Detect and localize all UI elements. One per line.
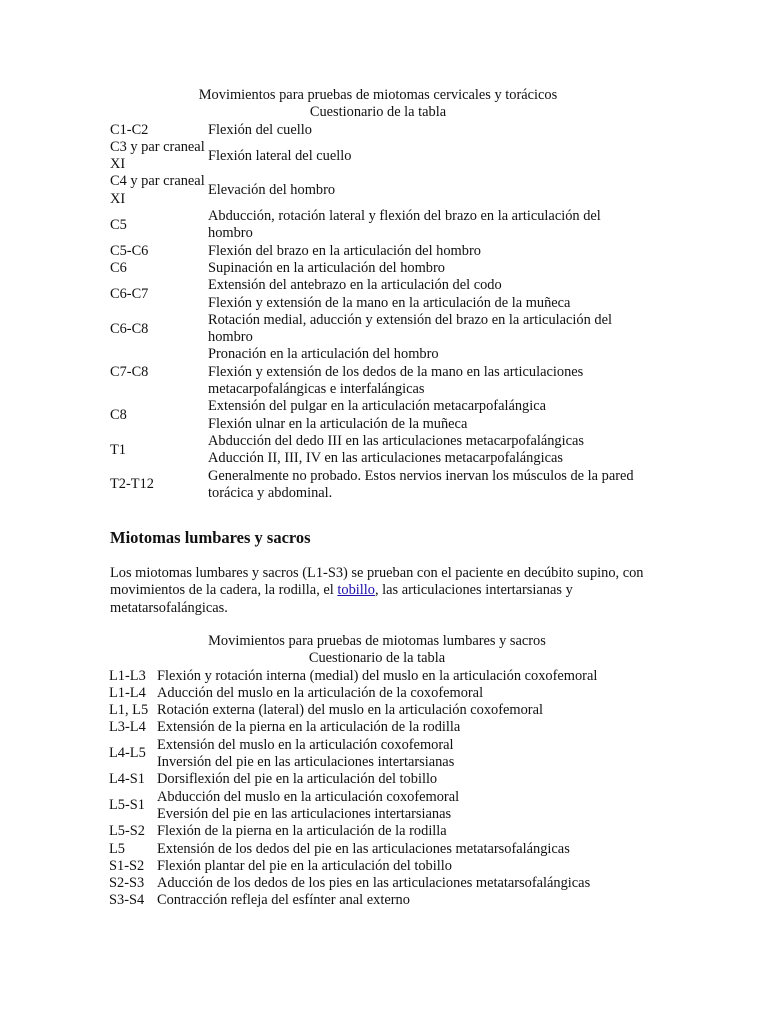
movement-line: Flexión plantar del pie en la articulación del tobillo xyxy=(157,857,452,874)
myotome-code: S2-S3 xyxy=(109,875,145,892)
table2-wrapper xyxy=(110,633,645,910)
myotome-code: C6 xyxy=(110,259,127,276)
myotome-code: C3 y par craneal XI xyxy=(110,138,205,173)
movement-line: Generalmente no probado. Estos nervios inervan los músculos de la pared torácica y abdominal. xyxy=(208,467,634,501)
movement-line: Flexión del brazo en la articulación del hombro xyxy=(208,242,481,259)
cervical-thoracic-myotome-table xyxy=(110,87,646,502)
myotome-code: T1 xyxy=(110,441,126,458)
movement-description xyxy=(208,312,646,347)
movement-description xyxy=(208,346,646,398)
table-row xyxy=(110,260,646,277)
myotome-code: S3-S4 xyxy=(109,892,145,909)
myotome-code: C5 xyxy=(110,216,127,233)
movement-description xyxy=(157,858,645,875)
table-row xyxy=(109,668,645,685)
table-row xyxy=(110,433,646,468)
movement-description xyxy=(208,260,646,277)
document-content xyxy=(109,87,670,909)
movement-line: Aducción II, III, IV en las articulaciones metacarpofalángicas xyxy=(208,450,563,467)
table2-caption-subtitle: Cuestionario de la tabla xyxy=(308,650,446,667)
table-row xyxy=(110,398,646,433)
table-row xyxy=(110,208,646,243)
table-row xyxy=(110,312,646,347)
myotome-code: C1-C2 xyxy=(110,121,149,138)
myotome-code: L4-L5 xyxy=(109,745,146,762)
movement-line: Extensión del pulgar en la articulación metacarpofalángica xyxy=(208,398,547,415)
myotome-code: C5-C6 xyxy=(110,242,149,259)
movement-description xyxy=(157,875,645,892)
movement-line: Rotación externa (lateral) del muslo en la articulación coxofemoral xyxy=(157,702,543,719)
myotome-code: L5 xyxy=(109,840,125,857)
table-row xyxy=(109,719,645,736)
table-row xyxy=(110,277,646,312)
table-row xyxy=(109,685,645,702)
table1-caption-subtitle: Cuestionario de la tabla xyxy=(309,104,447,121)
movement-description xyxy=(208,277,646,312)
movement-description xyxy=(157,737,645,772)
myotome-code: C8 xyxy=(110,406,127,423)
movement-line: Flexión ulnar en la articulación de la muñeca xyxy=(208,415,468,432)
movement-description xyxy=(157,771,645,788)
myotome-code: L3-L4 xyxy=(109,719,146,736)
myotome-code: C6-C8 xyxy=(110,320,149,337)
intro-text-after: , las articulaciones intertarsianas y metatarsofalángicas. xyxy=(110,582,573,616)
movement-line: Flexión y rotación interna (medial) del muslo en la articulación coxofemoral xyxy=(157,667,598,684)
table-row xyxy=(110,243,646,260)
movement-line: Aducción de los dedos de los pies en las articulaciones metatarsofalángicas xyxy=(157,875,591,892)
movement-line: Flexión y extensión de la mano en la articulación de la muñeca xyxy=(208,294,571,311)
movement-line: Abducción del muslo en la articulación coxofemoral xyxy=(157,788,460,805)
table-row xyxy=(109,823,645,840)
table-row xyxy=(109,892,645,909)
myotome-code: S1-S2 xyxy=(109,857,145,874)
myotome-code: T2-T12 xyxy=(110,476,154,493)
myotome-code: L5-S2 xyxy=(109,823,145,840)
table-row xyxy=(109,858,645,875)
table-row xyxy=(110,173,646,208)
movement-line: Extensión del muslo en la articulación coxofemoral xyxy=(157,736,454,753)
intro-text-before: Los miotomas lumbares y sacros (L1-S3) se prueban con el paciente en decúbito supino, con movimientos de la cadera, la rodilla, el xyxy=(110,565,644,599)
table2-caption xyxy=(109,633,645,668)
movement-description xyxy=(157,823,645,840)
movement-description xyxy=(157,719,645,736)
myotome-code: L1-L4 xyxy=(109,684,146,701)
tobillo-link[interactable]: tobillo xyxy=(337,582,375,599)
movement-description xyxy=(208,243,646,260)
table1-caption-title: Movimientos para pruebas de miotomas cervicales y torácicos xyxy=(198,87,558,103)
movement-description xyxy=(208,139,646,174)
lumbar-sacral-myotome-table xyxy=(109,633,645,910)
movement-line: Flexión del cuello xyxy=(208,121,312,138)
movement-line: Extensión de la pierna en la articulación de la rodilla xyxy=(157,719,461,736)
movement-line: Rotación medial, aducción y extensión del brazo en la articulación del hombro xyxy=(208,311,612,346)
myotome-code: L5-S1 xyxy=(109,797,145,814)
movement-description xyxy=(208,122,646,139)
table-row xyxy=(110,122,646,139)
movement-line: Supinación en la articulación del hombro xyxy=(208,259,445,276)
movement-description xyxy=(157,892,645,909)
myotome-code: L1-L3 xyxy=(109,667,146,684)
table-row xyxy=(110,346,646,398)
table1-caption xyxy=(110,87,646,122)
table-row xyxy=(109,789,645,824)
movement-description xyxy=(208,208,646,243)
movement-description xyxy=(208,433,646,468)
movement-line: Abducción, rotación lateral y flexión del brazo en la articulación del hombro xyxy=(208,208,601,242)
movement-line: Aducción del muslo en la articulación de la coxofemoral xyxy=(157,684,484,701)
table-row xyxy=(109,771,645,788)
movement-line: Extensión del antebrazo en la articulación del codo xyxy=(208,277,502,294)
table-row xyxy=(110,139,646,174)
movement-description xyxy=(208,173,646,208)
movement-line: Dorsiflexión del pie en la articulación del tobillo xyxy=(157,771,438,788)
movement-line: Flexión y extensión de los dedos de la mano en las articulaciones metacarpofalángicas e interfalángicas xyxy=(208,363,584,398)
movement-line: Inversión del pie en las articulaciones intertarsianas xyxy=(157,754,455,771)
table-row xyxy=(109,737,645,772)
movement-description xyxy=(157,685,645,702)
myotome-code: C7-C8 xyxy=(110,363,149,380)
myotome-code: L4-S1 xyxy=(109,771,145,788)
myotome-code: C4 y par craneal XI xyxy=(110,173,205,207)
table-row xyxy=(109,702,645,719)
movement-line: Elevación del hombro xyxy=(208,182,336,199)
movement-description xyxy=(208,398,646,433)
intro-paragraph xyxy=(110,565,670,617)
section-heading-lumbar-sacral: Miotomas lumbares y sacros xyxy=(110,528,311,547)
movement-description xyxy=(157,668,645,685)
myotome-code: C6-C7 xyxy=(110,285,149,302)
movement-description xyxy=(157,841,645,858)
table-row xyxy=(110,468,646,503)
table2-body xyxy=(109,668,645,910)
movement-line: Flexión lateral del cuello xyxy=(208,147,352,164)
movement-line: Flexión de la pierna en la articulación de la rodilla xyxy=(157,823,447,840)
myotome-code: L1, L5 xyxy=(109,702,149,719)
table2-caption-title: Movimientos para pruebas de miotomas lumbares y sacros xyxy=(208,633,546,649)
movement-line: Extensión de los dedos del pie en las articulaciones metatarsofalángicas xyxy=(157,840,570,857)
movement-line: Pronación en la articulación del hombro xyxy=(208,346,439,363)
movement-description xyxy=(208,468,646,503)
movement-line: Eversión del pie en las articulaciones intertarsianas xyxy=(157,805,452,822)
table1-body xyxy=(110,122,646,503)
table-row xyxy=(109,841,645,858)
movement-line: Contracción refleja del esfínter anal externo xyxy=(157,892,410,909)
movement-description xyxy=(157,702,645,719)
movement-line: Abducción del dedo III en las articulaciones metacarpofalángicas xyxy=(208,432,584,449)
movement-description xyxy=(157,789,645,824)
table-row xyxy=(109,875,645,892)
